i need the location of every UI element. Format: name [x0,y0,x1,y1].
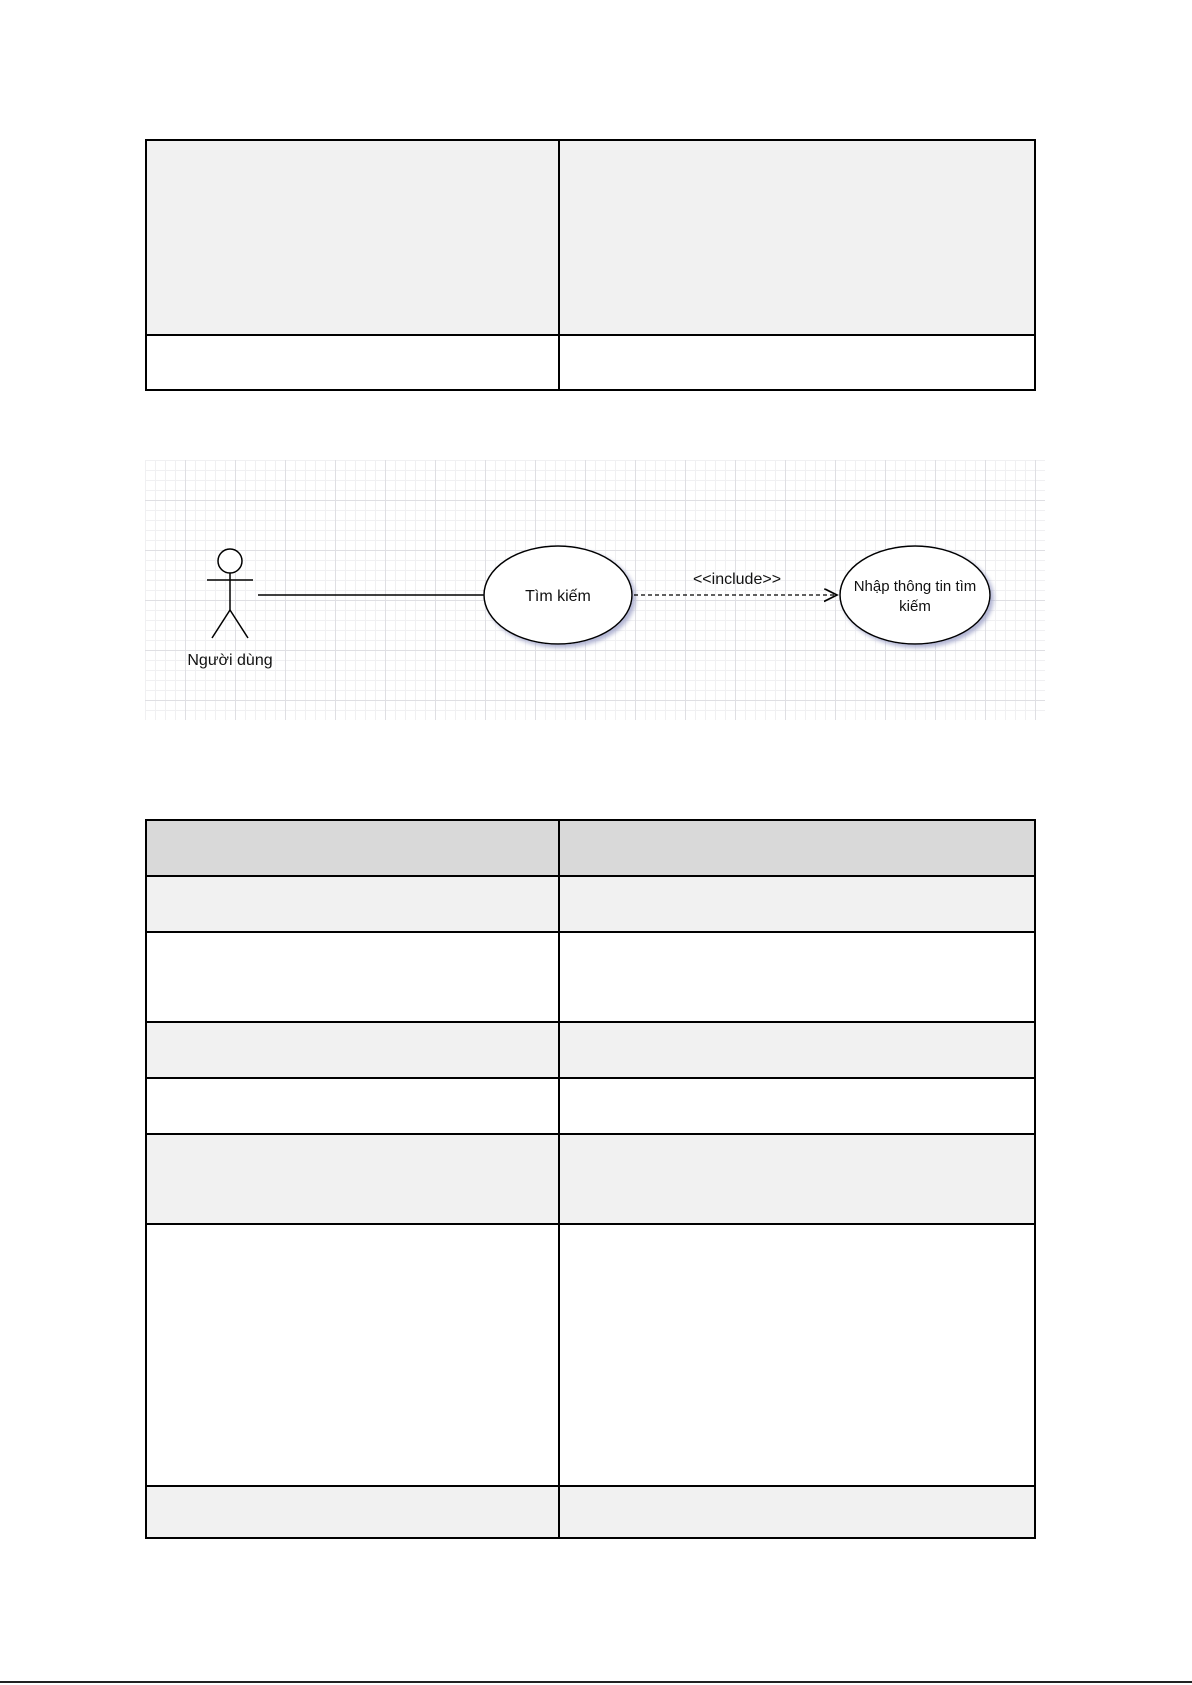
table-row [146,335,1035,390]
actor-icon [207,549,253,638]
table-cell [146,140,559,335]
table-cell [146,1078,559,1134]
table-header-cell [559,820,1035,876]
include-label: <<include>> [692,571,782,588]
usecase-input-label-line2: kiếm [899,598,931,615]
usecase-search-label: Tìm kiếm [525,588,591,605]
table-cell [559,335,1035,390]
table-cell [559,140,1035,335]
table-cell [146,1022,559,1078]
top-table [145,139,1036,391]
table-row [146,1078,1035,1134]
table-row [146,1022,1035,1078]
table-cell [146,1224,559,1486]
table-cell [146,1486,559,1538]
table-cell [559,932,1035,1022]
table-cell [559,1486,1035,1538]
table-cell [146,335,559,390]
table-cell [146,932,559,1022]
table-row [146,140,1035,335]
usecase-input-label-line1: Nhập thông tin tìm [853,578,977,595]
table-row [146,932,1035,1022]
table-cell [559,1224,1035,1486]
page-footer-rule [0,1681,1192,1683]
table-cell [559,1134,1035,1224]
table-row [146,1224,1035,1486]
table-row [146,1486,1035,1538]
table-cell [146,876,559,932]
actor-label: Người dùng [187,652,273,669]
table-cell [559,876,1035,932]
table-cell [559,1078,1035,1134]
table-cell [559,1022,1035,1078]
diagram-canvas [145,460,1045,720]
table-row [146,876,1035,932]
table-header-row [146,820,1035,876]
table-header-cell [146,820,559,876]
usecase-input-ellipse [840,546,990,644]
usecase-spec-table [145,819,1036,1539]
use-case-diagram [145,460,1045,720]
table-row [146,1134,1035,1224]
table-cell [146,1134,559,1224]
